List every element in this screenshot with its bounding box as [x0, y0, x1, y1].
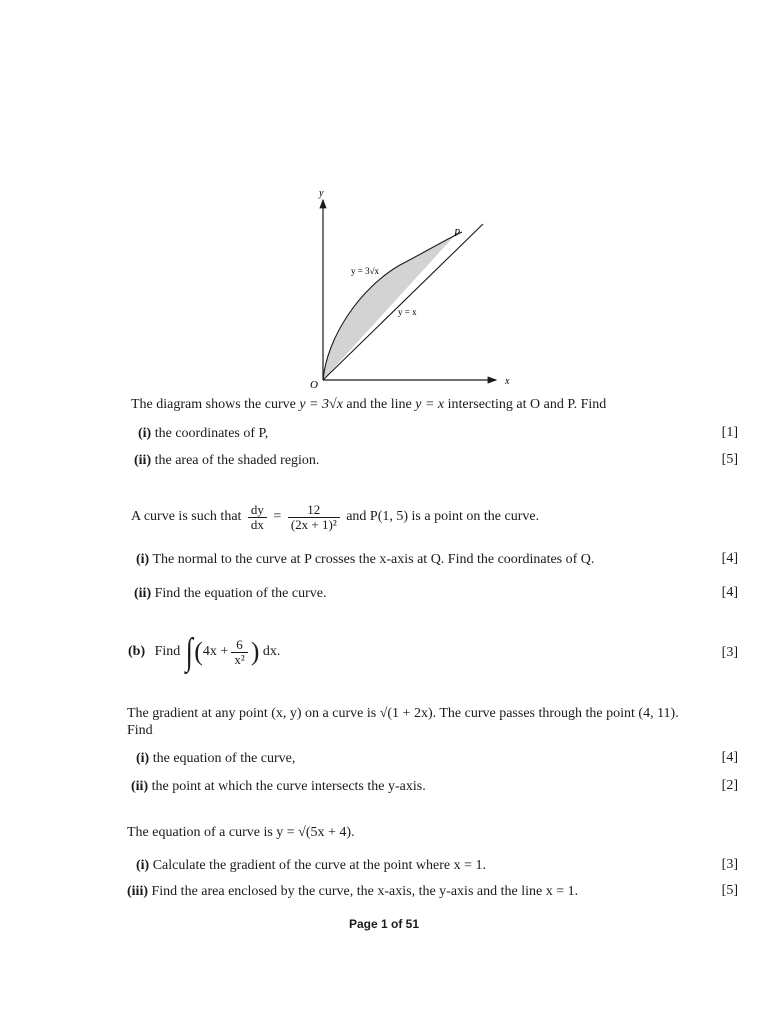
q1-part-ii: (ii) the area of the shaded region. [134, 453, 320, 468]
q3-integral: (b) Find ∫(4x + $\frac{6}{\text{x²}}$ ) dx. [128, 631, 281, 673]
curve-label: y = 3√x [351, 266, 380, 276]
q5-part-i: (i) Calculate the gradient of the curve at the point where x = 1. [136, 858, 486, 873]
line-label: y = x [398, 307, 417, 317]
curve-diagram [300, 185, 510, 395]
q3-marks: [3] [721, 645, 738, 660]
origin-label: O [310, 379, 318, 391]
q1-part-i: (i) the coordinates of P, [138, 426, 269, 441]
straight-line [323, 224, 483, 380]
q1-part-ii-marks: [5] [721, 452, 738, 467]
q2-intro: A curve is such that $\frac{dy}{dx}$ = $\frac{12}{\text{(2x + 1)²}}$ and P(1, 5) is a point on the curve. [131, 501, 540, 532]
q4-part-ii: (ii) the point at which the curve intersects the y-axis. [131, 779, 426, 794]
q2-part-i-marks: [4] [721, 551, 738, 566]
q4-part-ii-marks: [2] [721, 778, 738, 793]
q2-part-i: (i) The normal to the curve at P crosses the x-axis at Q. Find the coordinates of Q. [136, 552, 595, 567]
shaded-region [323, 233, 457, 380]
q5-intro: The equation of a curve is y = √(5x + 4). [127, 825, 355, 840]
q5-part-iii-marks: [5] [721, 883, 738, 898]
x-axis-label: x [505, 376, 510, 387]
y-axis-label: y [319, 188, 324, 199]
q1-part-i-marks: [1] [721, 425, 738, 440]
q4-part-i-marks: [4] [721, 750, 738, 765]
integral-sign: ∫ [185, 631, 193, 673]
point-p-label: P [454, 228, 461, 239]
q2-part-ii: (ii) Find the equation of the curve. [134, 586, 327, 601]
q2-part-ii-marks: [4] [721, 585, 738, 600]
q4-intro-line1: The gradient at any point (x, y) on a curve is √(1 + 2x). The curve passes through the point (4, 11). [127, 706, 679, 721]
q1-intro: The diagram shows the curve y = 3√x and the line y = x intersecting at O and P. Find [131, 397, 607, 412]
q4-part-i: (i) the equation of the curve, [136, 751, 296, 766]
q5-part-i-marks: [3] [721, 857, 738, 872]
curve-line [323, 232, 462, 380]
q4-intro-line2: Find [127, 723, 153, 738]
q5-part-iii: (iii) Find the area enclosed by the curve, the x-axis, the y-axis and the line x = 1. [127, 884, 579, 899]
page-number: Page 1 of 51 [348, 917, 420, 931]
